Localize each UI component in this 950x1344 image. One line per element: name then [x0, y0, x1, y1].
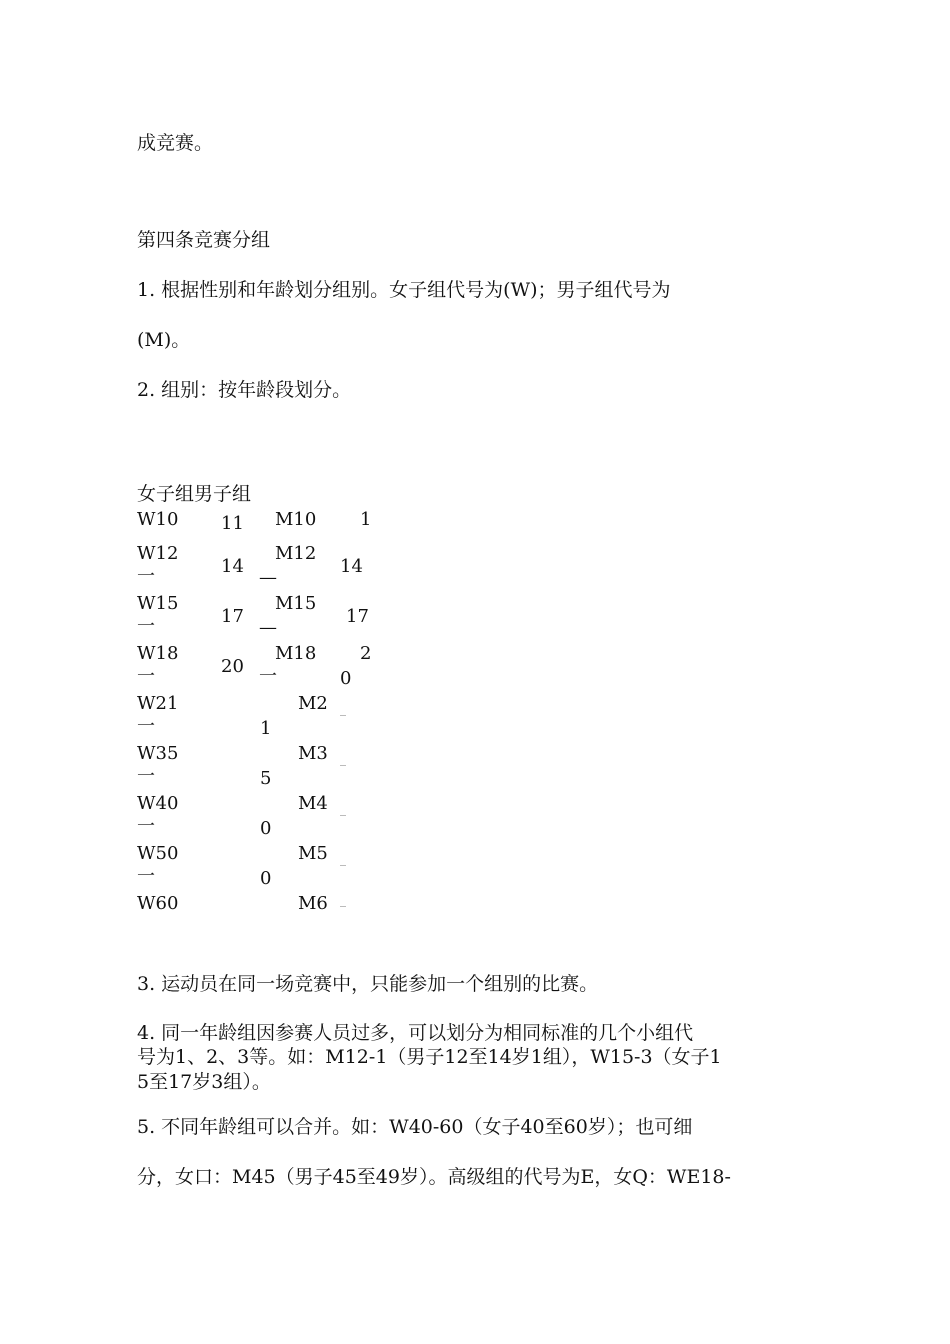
item1-line1: 1. 根据性别和年龄划分组别。女子组代号为(W)；男子组代号为	[137, 279, 671, 301]
women-code: W60	[137, 893, 179, 914]
divider	[340, 715, 346, 716]
men-age: 2	[360, 643, 372, 664]
dash: 一	[137, 666, 155, 687]
dash: —	[259, 617, 277, 638]
women-code: W12	[137, 543, 179, 564]
men-age: 1	[360, 509, 372, 530]
men-code: M2	[298, 693, 328, 714]
men-age: 14	[340, 556, 363, 577]
item1-line2: (M)。	[137, 329, 191, 351]
dash: 一	[137, 816, 155, 837]
item2: 2. 组别：按年龄段划分。	[137, 379, 352, 401]
women-code: W21	[137, 693, 179, 714]
women-age: 20	[221, 656, 244, 677]
divider	[340, 815, 346, 816]
article-title: 第四条竞赛分组	[137, 229, 271, 251]
men-code: M4	[298, 793, 328, 814]
men-code: M18	[275, 643, 317, 664]
dash: 一	[137, 616, 155, 637]
men-code: M5	[298, 843, 328, 864]
dash: 一	[137, 766, 155, 787]
item5-line2: 分，女口：M45（男子45至49岁）。高级组的代号为E，女Q：WE18-	[137, 1166, 731, 1188]
dash: —	[259, 567, 277, 588]
item4-line1: 4. 同一年龄组因参赛人员过多，可以划分为相同标准的几个小组代	[137, 1022, 694, 1044]
women-code: W35	[137, 743, 179, 764]
divider	[340, 765, 346, 766]
divider	[340, 906, 346, 907]
men-code: M6	[298, 893, 328, 914]
men-code: M10	[275, 509, 317, 530]
dash: 一	[259, 666, 277, 687]
intro-tail: 成竞赛。	[137, 132, 214, 154]
women-code: W18	[137, 643, 179, 664]
item4-line3: 5至17岁3组）。	[137, 1071, 271, 1093]
dash: 一	[137, 716, 155, 737]
age-digit: 5	[260, 768, 272, 789]
item4-line2: 号为1、2、3等。如：M12-1（男子12至14岁1组），W15-3（女子1	[137, 1046, 722, 1068]
women-age: 11	[221, 513, 244, 534]
men-age: 17	[346, 606, 369, 627]
item3: 3. 运动员在同一场竞赛中，只能参加一个组别的比赛。	[137, 973, 599, 995]
women-code: W40	[137, 793, 179, 814]
item5-line1: 5. 不同年龄组可以合并。如：W40-60（女子40至60岁）；也可细	[137, 1116, 693, 1138]
age-digit: 1	[260, 718, 272, 739]
women-code: W50	[137, 843, 179, 864]
women-age: 17	[221, 606, 244, 627]
dash: 一	[137, 566, 155, 587]
age-digit: 0	[260, 818, 272, 839]
divider	[340, 865, 346, 866]
men-age: 0	[340, 668, 352, 689]
table-header: 女子组男子组	[137, 483, 252, 505]
women-code: W15	[137, 593, 179, 614]
age-digit: 0	[260, 868, 272, 889]
men-code: M3	[298, 743, 328, 764]
women-age: 14	[221, 556, 244, 577]
women-code: W10	[137, 509, 179, 530]
men-code: M15	[275, 593, 317, 614]
dash: 一	[137, 866, 155, 887]
men-code: M12	[275, 543, 317, 564]
